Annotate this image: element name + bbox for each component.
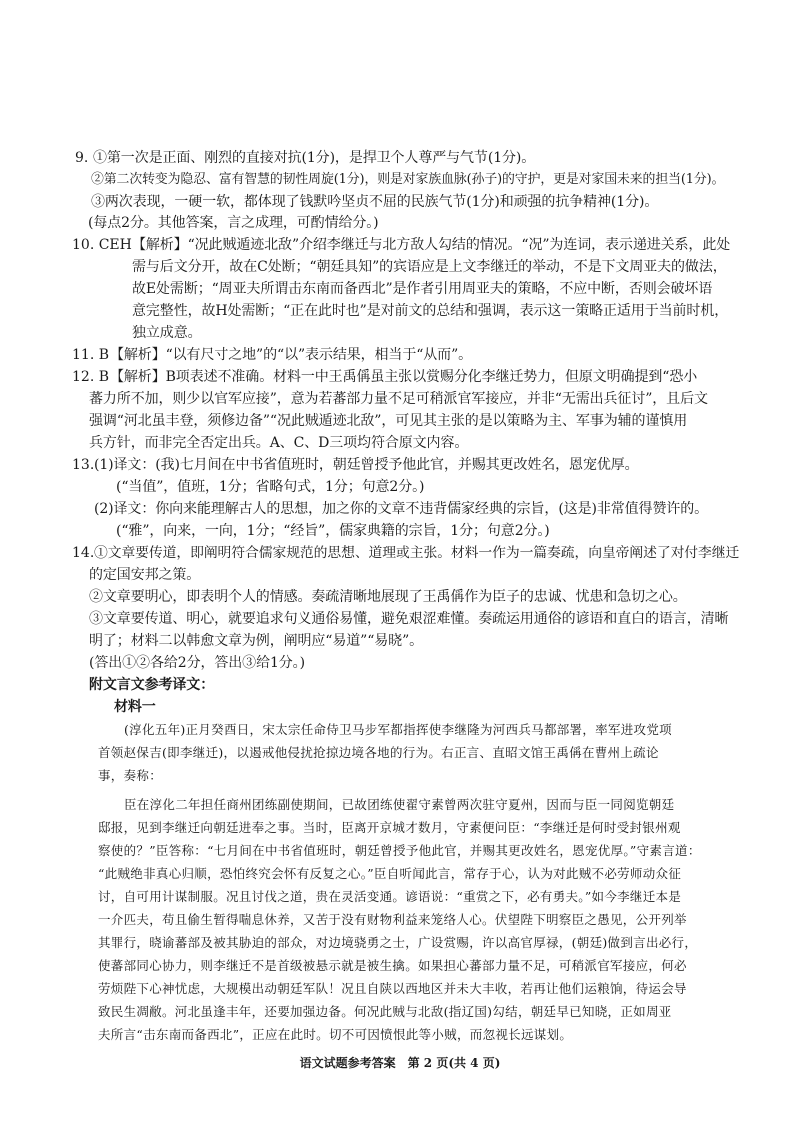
translation-line-3: 事，奏称： (98, 768, 163, 783)
translation-line-12: 劳烦陛下心神忧虑，大规模出动朝廷军队！况且自陕以西地区并未大丰收，若再让他们运粮饷，待运会导 (98, 981, 687, 996)
q10-line-5: 独立成意。 (132, 325, 202, 341)
q13-line-2: (“当值”，值班，1分；省略句式，1分；句意2分。) (116, 479, 425, 495)
q9-line-1: ①第一次是正面、刚烈的直接对抗(1分)，是捍卫个人尊严与气节(1分)。 (93, 150, 536, 166)
q9-line-2: ②第二次转变为隐忍、富有智慧的韧性周旋(1分)，则是对家族血脉(孙子)的守护，更是对家国未来的担当(1分)。 (91, 172, 725, 187)
q13-line-1: (1)译文：(我)七月间在中书省值班时，朝廷曾授予他此官，并赐其更改姓名，恩宠优厚。 (94, 457, 639, 473)
translation-line-9: 一介匹夫，苟且偷生暂得喘息休养，又苦于没有财物利益来笼络人心。伏望陛下明察臣之愚见，公开列举 (98, 912, 687, 927)
translation-line-10: 其罪行，晓谕蕃部及被其胁迫的部众，对边境骁勇之士，广设赏赐，许以高官厚禄，(朝廷)做到言出必行， (98, 935, 698, 950)
q10-number: 10. CEH (72, 237, 132, 253)
translation-line-5: 邸报，见到李继迁向朝廷进奉之事。当时，臣离开京城才数月，守素便问臣：“李继迁是何时受封银州观 (98, 820, 681, 835)
q12-number: 12. B (72, 369, 110, 385)
q13-line-3: (2)译文：你向来能理解古人的思想，加之你的文章不违背儒家经典的宗旨，(这是)非常值得赞许的。 (94, 501, 709, 517)
translation-line-8: 讨，自可用计谋制服。况且讨伐之道，贵在灵活变通。谚语说：“重赏之下，必有勇夫。”如今李继迁本是 (98, 889, 682, 904)
q12-line-2: 蕃力所不加，则少以官军应接”，意为若蕃部力量不足可稍派官军接应，并非“无需出兵征讨”，且后文 (89, 391, 708, 407)
q13-number: 13. (72, 457, 95, 473)
q14-line-6: (答出①②各给2分，答出③给1分。) (89, 655, 305, 671)
translation-line-14: 夫所言“击东南而备西北”，正应在此时。切不可因愤恨此等小贼，而忽视长远谋划。 (98, 1027, 573, 1042)
appendix-heading: 附文言文参考译文： (89, 677, 215, 693)
q13-line-4: (“雅”，向来，一向，1分；“经旨”，儒家典籍的宗旨，1分；句意2分。) (116, 523, 550, 539)
q14-line-5: 明了；材料二以韩愈文章为例，阐明应“易道”“易晓”。 (89, 633, 424, 649)
q14-line-2: 的定国安邦之策。 (89, 567, 201, 583)
translation-line-2: 首领赵保吉(即李继迁)，以遏戒他侵扰抢掠边境各地的行为。右正言、直昭文馆王禹偁在曹州上疏论 (98, 745, 659, 760)
q10-line-4: 意完整性，故H处需断；“正在此时也”是对前文的总结和强调，表示这一策略正适用于当前时机， (132, 303, 729, 319)
q9-line-3: ③两次表现，一硬一软，都体现了钱默吟坚贞不屈的民族气节(1分)和顽强的抗争精神(1分)。 (91, 194, 659, 210)
translation-line-1: (淳化五年)正月癸酉日，宋太宗任命侍卫马步军都指挥使李继隆为河西兵马都部署，率军进攻党项 (124, 722, 672, 737)
q14-line-4: ③文章要传道、明心，就要追求句义通俗易懂，避免艰涩难懂。奏疏运用通俗的谚语和直白的语言，清晰 (89, 611, 729, 627)
q12-line-1: 【解析】B项表述不准确。材料一中王禹偁虽主张以赏赐分化李继迁势力，但原文明确提到“恐小 (110, 369, 698, 385)
q11-line-1: 【解析】“以有尺寸之地”的“以”表示结果，相当于“从而”。 (110, 347, 473, 363)
q14-line-1: ①文章要传道，即阐明符合儒家规范的思想、道理或主张。材料一作为一篇奏疏，向皇帝阐述了对付李继迁 (94, 545, 740, 561)
q11-number: 11. B (72, 347, 110, 363)
translation-line-6: 察使的？”臣答称：“七月间在中书省值班时，朝廷曾授予他此官，并赐其更改姓名，恩宠优厚。”守素言道： (98, 843, 701, 858)
q14-number: 14. (72, 545, 95, 561)
page-footer: 语文试题参考答案 第 2 页(共 4 页) (299, 1056, 501, 1070)
translation-line-7: “此贼绝非真心归顺，恐怕终究会怀有反复之心。”臣自听闻此言，常存于心，认为对此贼不必劳师动众征 (98, 866, 682, 881)
translation-line-13: 致民生凋敝。河北虽逢丰年，还要加强边备。何况此贼与北敌(指辽国)勾结，朝廷早已知晓，正如周亚 (98, 1004, 672, 1019)
q14-line-3: ②文章要明心，即表明个人的情感。奏疏清晰地展现了王禹偁作为臣子的忠诚、忧患和急切之心。 (89, 589, 687, 605)
q10-line-1: 【解析】“况此贼遁迹北敌”介绍李继迁与北方敌人勾结的情况。“况”为连词，表示递进关系，此处 (132, 237, 731, 253)
translation-line-11: 使蕃部同心协力，则李继迁不是首级被悬示就是被生擒。如果担心蕃部力量不足，可稍派官军接应，何必 (98, 958, 687, 973)
translation-line-4: 臣在淳化二年担任商州团练副使期间，已故团练使翟守素曾两次驻守夏州，因而与臣一同阅览朝廷 (124, 797, 675, 812)
q10-line-3: 故E处需断；“周亚夫所谓击东南而备西北”是作者引用周亚夫的策略，不应中断，否则会破坏语 (132, 281, 713, 297)
q12-line-4: 兵方针，而非完全否定出兵。A、C、D三项均符合原文内容。 (89, 435, 469, 451)
q9-number: 9. (75, 150, 89, 166)
q9-line-4: (每点2分。其他答案，言之成理，可酌情给分。) (88, 215, 379, 231)
material-title: 材料一 (114, 699, 156, 715)
q10-line-2: 需与后文分开，故在C处断；“朝廷具知”的宾语应是上文李继迁的举动，不是下文周亚夫的做法， (132, 259, 727, 275)
q12-line-3: 强调“河北虽丰登，须修边备”“况此贼遁迹北敌”，可见其主张的是以策略为主、军事为辅的谨慎用 (89, 413, 688, 429)
